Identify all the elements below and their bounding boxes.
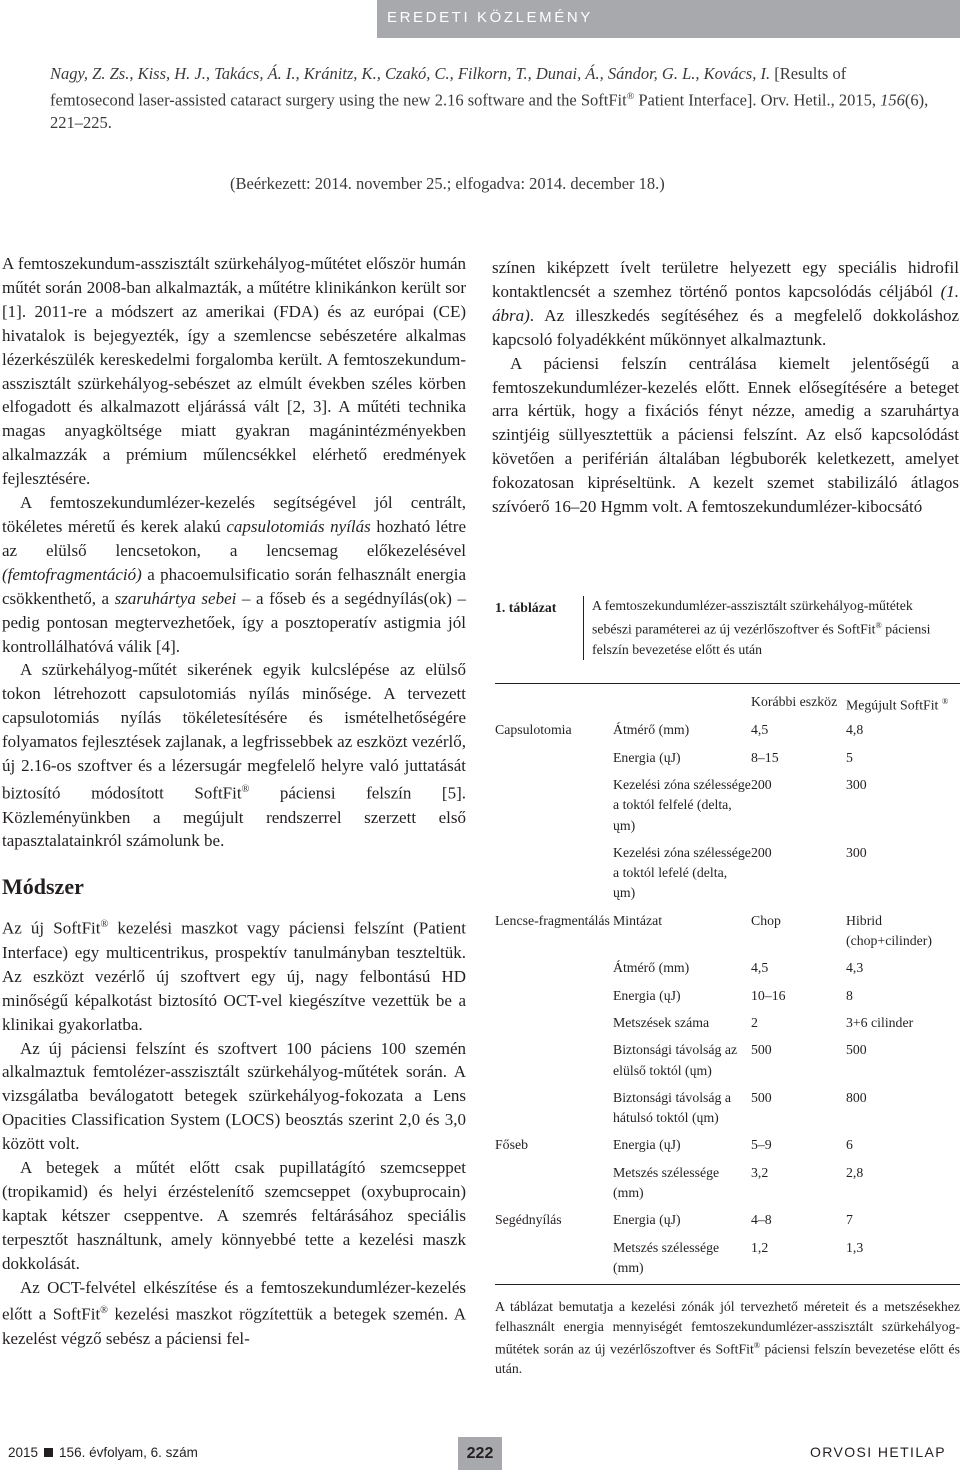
row-new-value: 1,3 xyxy=(846,1239,864,1255)
citation-authors: Nagy, Z. Zs., Kiss, H. J., Takács, Á. I., Kránitz, K., Czakó, C., Filkorn, T., Dunai, Á., Sándor, G. L., Kovács, I. xyxy=(50,64,771,83)
paragraph: Az OCT-felvétel elkészítése és a femtoszekundumlézer-kezelés előtt a SoftFit® kezelési maszkot rögzítettük a betegek szemén. A kezelést végző sebész a páciensi fel- xyxy=(2,1277,467,1349)
row-previous-value: 1,2 xyxy=(751,1239,769,1255)
row-param-cell: Kezelési zóna szélessége a toktól felfelé (delta, ųm) xyxy=(613,776,751,833)
paragraph: A betegek a műtét előtt csak pupillatágító szemcseppet (tropikamid) és helyi érzéstelenítő szemcseppet (oxybuprocain) kaptak kétszer cseppentve. A szemrés feltárásához speciális terpesztőt használtunk, amely könnyebbé tette a kezelési maszk dokkolását. xyxy=(2,1158,466,1273)
row-new-value: 4,8 xyxy=(846,722,864,738)
table-number: 1. táblázat xyxy=(495,600,557,615)
row-previous-value: 500 xyxy=(751,1089,772,1105)
citation xyxy=(50,63,930,134)
row-group-cell xyxy=(495,1156,613,1204)
row-previous-value: 200 xyxy=(751,776,772,792)
table-row xyxy=(495,716,960,740)
right-column xyxy=(492,256,959,519)
row-param-cell: Kezelési zóna szélessége a toktól lefelé (delta, ųm) xyxy=(613,844,751,901)
row-previous-value: 200 xyxy=(751,844,772,860)
row-previous-value: 3,2 xyxy=(751,1164,769,1180)
table-row xyxy=(495,1006,960,1033)
table-row xyxy=(495,768,960,836)
citation-title: [Results of femtosecond laser-assisted cataract surgery using the new 2.16 software and the SoftFit xyxy=(50,64,847,109)
table-row xyxy=(495,1081,960,1129)
row-param-cell: Átmérő (mm) xyxy=(613,722,690,738)
table-row xyxy=(495,741,960,768)
row-group-cell xyxy=(495,951,613,978)
row-group-cell xyxy=(495,979,613,1006)
row-param-cell: Energia (ųJ) xyxy=(613,1212,681,1228)
section-header-bar xyxy=(377,0,960,38)
row-previous-value: 4,5 xyxy=(751,960,769,976)
row-group-cell xyxy=(495,768,613,836)
table-row xyxy=(495,1033,960,1081)
square-bullet-icon xyxy=(44,1448,53,1457)
table-row xyxy=(495,1231,960,1279)
section-title: Módszer xyxy=(2,874,84,900)
row-new-value: 300 xyxy=(846,776,867,792)
table-column-headers xyxy=(495,684,960,716)
row-new-value: 500 xyxy=(846,1042,867,1058)
row-group-cell xyxy=(495,741,613,768)
row-new-value: 6 xyxy=(846,1137,853,1153)
row-new-value: 5 xyxy=(846,749,853,765)
row-param-cell: Metszések száma xyxy=(613,1014,710,1030)
table-row xyxy=(495,951,960,978)
row-param-cell: Biztonsági távolság az elülső toktól (ųm) xyxy=(613,1042,738,1078)
row-group-cell: Főseb xyxy=(495,1137,528,1153)
left-column xyxy=(2,252,466,1351)
column-header-new: Megújult SoftFit ® xyxy=(846,697,949,714)
row-group-cell xyxy=(495,1081,613,1129)
page-number: 222 xyxy=(458,1437,502,1470)
table-row xyxy=(495,1156,960,1204)
row-param-cell: Energia (ųJ) xyxy=(613,987,681,1003)
citation-journal: Orv. Hetil., xyxy=(760,90,835,109)
row-new-value: 7 xyxy=(846,1212,853,1228)
row-param-cell: Metszés szélessége (mm) xyxy=(613,1239,720,1275)
row-param-cell: Átmérő (mm) xyxy=(613,960,690,976)
table-caption: A femtoszekundumlézer-asszisztált szürkehályog-műtétek sebészi paraméterei az új vezérlőszoftver és SoftFit® páciensi felszín bevezetése előtt és után xyxy=(583,596,955,660)
section-label: EREDETI KÖZLEMÉNY xyxy=(387,9,593,26)
row-previous-value: 2 xyxy=(751,1014,758,1030)
row-previous-value: 8–15 xyxy=(751,749,779,765)
row-previous-value: Chop xyxy=(751,912,781,928)
row-new-value: 3+6 cilinder xyxy=(846,1014,914,1030)
row-param-cell: Energia (ųJ) xyxy=(613,749,681,765)
row-previous-value: 4–8 xyxy=(751,1212,772,1228)
paragraph: A femtoszekundum-asszisztált szürkehályog-műtétet először humán műtét során 2008-ban alkalmazták, a műtétre klinikánkon került sor [1]. 2011-re a módszert az amerikai (FDA) és az európai (CE) hivatalok is bejegyezték, így a szemlencse sebészetére alkalmas lézerkészülék kereskedelmi forgalomba került. A femtoszekundum-asszisztált szürkehályog-sebészet az elmúlt években széles körben elfogadott és alkalmazott eljárássá vált [2, 3]. A műtéti technika magas anyagköltsége miatt gyakran magánintézményekben alkalmazzák a prémium műlencsékkel elérhető eredmények fejlesztésére. xyxy=(2,254,466,489)
paragraph: A páciensi felszín centrálása kiemelt jelentőségű a femtoszekundumlézer-kezelés előtt. Ennek elősegítésére a beteget arra kértük, hogy a fixációs fényt nézze, amedig a szaruhártya szintjéig süllyesztettük a páciensi felszínt. Az első kapcsolódást követően a periférián általában légbuborék keletkezett, amelyet fokozatosan kipréseltünk. A kezelt szemet stabilizáló átlagos szívóerő 16–20 Hgmm volt. A femtoszekundumlézer-kibocsátó xyxy=(492,353,959,517)
row-param-cell: Mintázat xyxy=(613,912,663,928)
row-new-value: 2,8 xyxy=(846,1164,864,1180)
row-param-cell: Metszés szélessége (mm) xyxy=(613,1164,720,1201)
paragraph: Az új páciensi felszínt és szoftvert 100 páciens 100 szemén alkalmaztuk femtolézer-asszisztált szürkehályog-műtétek során. A vizsgálatba beválogatott betegek szürkehályog-fokozata a Lens Opacities Classification System (LOCS) beosztás szerint 2,0 és 3,0 között volt. xyxy=(2,1038,466,1154)
paragraph: Az új SoftFit® kezelési maszkot vagy páciensi felszínt (Patient Interface) egy multicentrikus, prospektív tanulmányban teszteltük. Az eszközt vezérlő új szoftvert egy új, nagy felbontású HD minőségű képalkotást biztosító OCT-vel kiegészítve vezettük be a klinikai gyakorlatba. xyxy=(2,918,466,1034)
citation-volume: 156 xyxy=(880,90,905,109)
row-group-cell xyxy=(495,1231,613,1279)
row-new-value: Hibrid (chop+cilinder) xyxy=(846,912,932,949)
row-previous-value: 4,5 xyxy=(751,722,769,738)
row-param-cell: Biztonsági távolság a hátulsó toktól (ųm) xyxy=(613,1089,732,1126)
citation-title-end: Patient Interface]. xyxy=(634,90,757,109)
row-new-value: 8 xyxy=(846,987,853,1003)
paragraph: színen kiképzett ívelt területre helyezett egy speciális hidrofil kontaktlencsét a szemhez történő pontos kapcsolódás céljából (1. ábra). Az illeszkedés segítéséhez és a megfelelő dokkoláshoz kapcsoló folyadékként műkönnyet alkalmaztunk. xyxy=(492,258,959,349)
table-header xyxy=(495,596,960,660)
received-dates: (Beérkezett: 2014. november 25.; elfogadva: 2014. december 18.) xyxy=(230,174,665,193)
row-previous-value: 10–16 xyxy=(751,987,786,1003)
footer-journal: ORVOSI HETILAP xyxy=(809,1444,946,1460)
registered-mark: ® xyxy=(626,90,635,102)
row-group-cell: Capsulotomia xyxy=(495,722,572,738)
table-row xyxy=(495,1203,960,1230)
citation-issue-pages: (6), 221–225. xyxy=(50,90,929,132)
table-1 xyxy=(495,596,960,1379)
row-new-value: 300 xyxy=(846,844,867,860)
citation-year: 2015, xyxy=(838,90,876,109)
row-group-cell xyxy=(495,1033,613,1081)
row-new-value: 800 xyxy=(846,1089,867,1105)
row-group-cell xyxy=(495,1006,613,1033)
table-bottom-rule xyxy=(495,1284,960,1285)
paragraph: A femtoszekundumlézer-kezelés segítségével jól centrált, tökéletes méretű és kerek alakú capsulotomiás nyílás hozható létre az elülső lencsetokon, a lencsemag előkezelésével (femtofragmentáció) a phacoemulsificatio során felhasznált energia csökkenthető, a szaruhártya sebei – a főseb és a segédnyílás(ok) – pedig pontosan megtervezhetőek, így a posztoperatív astigmia jól kontrollálhatóvá válik [4]. xyxy=(2,493,466,656)
column-header-previous: Korábbi eszköz xyxy=(751,694,838,710)
table-note: A táblázat bemutatja a kezelési zónák jól tervezhető méreteit és a metszésekhez felhasznált energia mennyiségét femtoszekundumlézer-asszisztált szürkehályog-műtétek során az új vezérlőszoftver és SoftFit® páciensi felszín bevezetése előtt és után. xyxy=(495,1299,960,1377)
row-param-cell: Energia (ųJ) xyxy=(613,1137,681,1153)
paragraph: A szürkehályog-műtét sikerének egyik kulcslépése az elülső tokon létrehozott capsulotomiás nyílás minősége. A tervezett capsulotomiás nyílás tökéletesítésére és ismételhetőségére folyamatos fejlesztések zajlanak, a legfrissebbek az eszközt vezérlő, új 2.16-os szoftver és a lézersugár megfelelő helyre való juttatását biztosító módosított SoftFit® páciensi felszín [5]. Közleményünkben a megújult rendszerrel szerzett első tapasztalatainkról számolunk be. xyxy=(2,660,466,851)
footer-issue: 2015 156. évfolyam, 6. szám xyxy=(8,1445,198,1460)
row-new-value: 4,3 xyxy=(846,960,864,976)
table-row xyxy=(495,1128,960,1155)
row-group-cell xyxy=(495,836,613,904)
parameters-table xyxy=(495,684,960,1278)
table-row xyxy=(495,836,960,904)
row-group-cell: Lencse-fragmentálás xyxy=(495,912,610,928)
table-row xyxy=(495,904,960,952)
row-previous-value: 500 xyxy=(751,1042,772,1058)
row-previous-value: 5–9 xyxy=(751,1137,772,1153)
table-row xyxy=(495,979,960,1006)
row-group-cell: Segédnyílás xyxy=(495,1212,562,1228)
